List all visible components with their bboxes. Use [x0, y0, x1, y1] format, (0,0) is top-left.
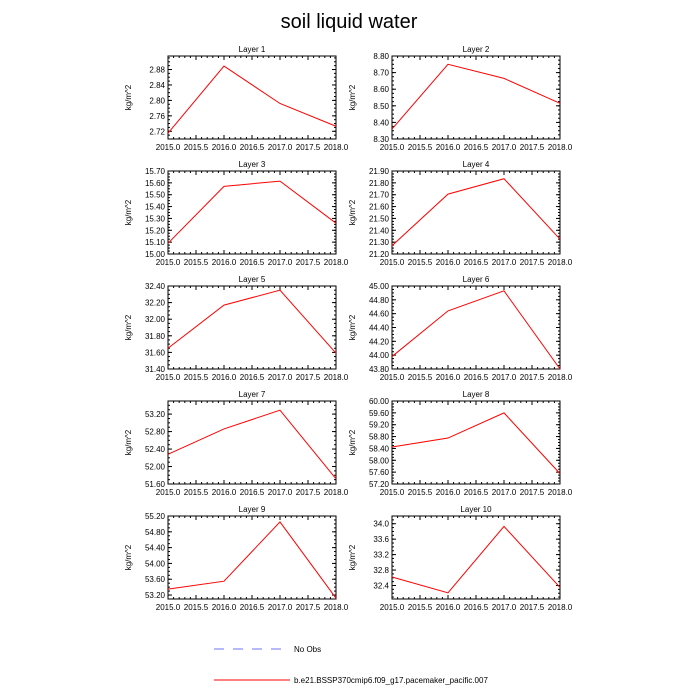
x-tick-label: 2016.5 — [239, 603, 265, 612]
y-tick-label: 44.00 — [368, 351, 389, 361]
y-tick-label: 44.40 — [368, 323, 389, 333]
panel-title: Layer 3 — [238, 160, 266, 169]
x-tick-label: 2017.5 — [295, 258, 321, 267]
panel-layer-10 — [348, 505, 573, 612]
y-tick-label: 15.00 — [144, 250, 165, 259]
x-tick-label: 2018.0 — [323, 143, 349, 152]
y-tick-label: 15.30 — [144, 214, 165, 224]
x-tick-label: 2016.5 — [463, 488, 489, 497]
legend-model-label: b.e21.BSSP370cmip6.f09_g17.pacemaker_pacific.007 — [294, 676, 488, 685]
x-tick-label: 2016.5 — [463, 373, 489, 382]
x-tick-label: 2016.0 — [435, 373, 461, 382]
panel-title: Layer 7 — [238, 390, 266, 399]
y-tick-label: 15.60 — [144, 178, 165, 188]
x-tick-label: 2017.5 — [295, 373, 321, 382]
series-line — [392, 64, 560, 129]
y-tick-label: 8.30 — [373, 135, 389, 144]
legend — [214, 645, 488, 685]
x-tick-label: 2017.5 — [519, 488, 545, 497]
x-tick-label: 2016.0 — [435, 603, 461, 612]
y-tick-label: 45.00 — [368, 282, 389, 291]
y-tick-label: 44.20 — [368, 337, 389, 347]
panel-title: Layer 2 — [462, 45, 490, 54]
x-tick-label: 2016.5 — [239, 488, 265, 497]
panel-title: Layer 9 — [238, 505, 266, 514]
y-tick-label: 34.0 — [373, 519, 389, 529]
series-line — [392, 413, 560, 474]
y-axis-label: kg/m^2 — [124, 199, 133, 226]
x-tick-label: 2018.0 — [323, 258, 349, 267]
y-tick-label: 32.4 — [373, 581, 389, 591]
panel-layer-6 — [348, 275, 573, 382]
y-tick-label: 32.00 — [144, 315, 165, 325]
series-line — [392, 526, 560, 592]
y-axis-label: kg/m^2 — [124, 544, 133, 571]
x-tick-label: 2016.0 — [211, 258, 237, 267]
y-tick-label: 8.40 — [373, 118, 389, 128]
x-tick-label: 2016.0 — [435, 258, 461, 267]
y-tick-label: 43.80 — [368, 365, 389, 374]
panel-layer-7 — [124, 390, 349, 497]
x-tick-label: 2017.0 — [491, 258, 517, 267]
x-tick-label: 2015.5 — [183, 373, 209, 382]
y-tick-label: 44.60 — [368, 309, 389, 319]
plot-frame — [168, 516, 336, 599]
y-tick-label: 51.60 — [144, 480, 165, 489]
panel-layer-9 — [124, 505, 349, 612]
y-tick-label: 15.10 — [144, 238, 165, 248]
x-tick-label: 2018.0 — [323, 373, 349, 382]
y-tick-label: 58.40 — [368, 444, 389, 454]
x-tick-label: 2018.0 — [547, 258, 573, 267]
y-tick-label: 54.00 — [144, 559, 165, 569]
y-tick-label: 60.00 — [368, 397, 389, 406]
y-tick-label: 53.20 — [144, 591, 165, 601]
y-tick-label: 8.60 — [373, 85, 389, 95]
y-tick-label: 57.60 — [368, 468, 389, 478]
x-tick-label: 2017.0 — [267, 488, 293, 497]
x-tick-label: 2015.5 — [407, 143, 433, 152]
series-line — [168, 66, 336, 133]
plot-frame — [392, 286, 560, 369]
x-tick-label: 2015.5 — [407, 488, 433, 497]
y-tick-label: 21.30 — [368, 238, 389, 248]
panel-layer-4 — [348, 160, 573, 267]
x-tick-label: 2016.0 — [211, 373, 237, 382]
panel-title: Layer 10 — [460, 505, 492, 514]
y-tick-label: 21.70 — [368, 190, 389, 200]
y-tick-label: 58.00 — [368, 456, 389, 466]
x-tick-label: 2016.0 — [211, 488, 237, 497]
y-tick-label: 2.76 — [149, 111, 165, 121]
x-tick-label: 2015.0 — [155, 143, 181, 152]
y-tick-label: 21.40 — [368, 226, 389, 236]
x-tick-label: 2017.0 — [267, 373, 293, 382]
panel-title: Layer 4 — [462, 160, 490, 169]
y-axis-label: kg/m^2 — [348, 84, 357, 111]
x-tick-label: 2017.0 — [491, 488, 517, 497]
y-axis-label: kg/m^2 — [348, 199, 357, 226]
y-tick-label: 57.20 — [368, 480, 389, 489]
x-tick-label: 2015.0 — [155, 488, 181, 497]
y-tick-label: 2.80 — [149, 96, 165, 106]
y-tick-label: 54.40 — [144, 543, 165, 553]
x-tick-label: 2015.5 — [407, 603, 433, 612]
x-tick-label: 2016.0 — [211, 143, 237, 152]
y-tick-label: 52.80 — [144, 427, 165, 437]
series-line — [392, 179, 560, 246]
y-tick-label: 32.20 — [144, 298, 165, 308]
x-tick-label: 2017.5 — [295, 488, 321, 497]
y-tick-label: 55.20 — [144, 512, 165, 521]
x-tick-label: 2016.0 — [435, 488, 461, 497]
x-tick-label: 2016.5 — [463, 603, 489, 612]
panel-layer-8 — [348, 390, 573, 497]
x-tick-label: 2015.5 — [407, 258, 433, 267]
y-tick-label: 52.00 — [144, 462, 165, 472]
x-tick-label: 2017.0 — [491, 143, 517, 152]
y-tick-label: 53.60 — [144, 575, 165, 585]
x-tick-label: 2015.0 — [155, 603, 181, 612]
y-axis-label: kg/m^2 — [348, 544, 357, 571]
x-tick-label: 2017.5 — [519, 603, 545, 612]
x-tick-label: 2017.5 — [519, 143, 545, 152]
y-tick-label: 53.20 — [144, 410, 165, 420]
y-tick-label: 2.84 — [149, 80, 165, 90]
y-tick-label: 21.20 — [368, 250, 389, 259]
x-tick-label: 2016.0 — [211, 603, 237, 612]
x-tick-label: 2017.5 — [519, 373, 545, 382]
panel-title: Layer 5 — [238, 275, 266, 284]
x-tick-label: 2018.0 — [547, 373, 573, 382]
x-tick-label: 2015.0 — [155, 258, 181, 267]
plot-frame — [168, 56, 336, 139]
y-tick-label: 21.50 — [368, 214, 389, 224]
x-tick-label: 2017.0 — [267, 603, 293, 612]
y-tick-label: 32.8 — [373, 566, 389, 576]
legend-obs-label: No Obs — [294, 645, 322, 654]
x-tick-label: 2017.5 — [519, 258, 545, 267]
series-line — [168, 290, 336, 353]
panels-grid — [124, 45, 573, 612]
figure-title: soil liquid water — [280, 11, 418, 33]
x-tick-label: 2015.5 — [407, 373, 433, 382]
y-tick-label: 33.6 — [373, 535, 389, 545]
x-tick-label: 2015.0 — [379, 143, 405, 152]
x-tick-label: 2015.0 — [379, 488, 405, 497]
y-tick-label: 21.90 — [368, 167, 389, 176]
x-tick-label: 2017.0 — [491, 603, 517, 612]
x-tick-label: 2015.0 — [155, 373, 181, 382]
panel-layer-3 — [124, 160, 349, 267]
y-axis-label: kg/m^2 — [124, 84, 133, 111]
plot-frame — [168, 286, 336, 369]
y-tick-label: 21.60 — [368, 202, 389, 212]
x-tick-label: 2016.5 — [239, 143, 265, 152]
x-tick-label: 2018.0 — [547, 488, 573, 497]
x-tick-label: 2018.0 — [547, 603, 573, 612]
y-tick-label: 54.80 — [144, 527, 165, 537]
x-tick-label: 2017.5 — [295, 603, 321, 612]
panel-title: Layer 8 — [462, 390, 490, 399]
y-axis-label: kg/m^2 — [348, 429, 357, 456]
plot-frame — [392, 516, 560, 599]
y-tick-label: 59.60 — [368, 408, 389, 418]
y-tick-label: 44.80 — [368, 295, 389, 305]
y-tick-label: 15.70 — [144, 167, 165, 176]
y-tick-label: 52.40 — [144, 445, 165, 455]
x-tick-label: 2016.5 — [239, 258, 265, 267]
x-tick-label: 2016.0 — [435, 143, 461, 152]
y-axis-label: kg/m^2 — [348, 314, 357, 341]
y-tick-label: 31.40 — [144, 365, 165, 374]
x-tick-label: 2018.0 — [323, 488, 349, 497]
x-tick-label: 2015.0 — [379, 373, 405, 382]
y-tick-label: 15.20 — [144, 226, 165, 236]
x-tick-label: 2015.5 — [183, 143, 209, 152]
x-tick-label: 2016.5 — [463, 258, 489, 267]
panel-layer-5 — [124, 275, 349, 382]
x-tick-label: 2016.5 — [463, 143, 489, 152]
x-tick-label: 2015.0 — [379, 603, 405, 612]
x-tick-label: 2017.0 — [267, 258, 293, 267]
y-tick-label: 59.20 — [368, 420, 389, 430]
y-tick-label: 8.50 — [373, 101, 389, 111]
y-tick-label: 2.88 — [149, 65, 165, 75]
panel-layer-2 — [348, 45, 573, 152]
y-tick-label: 15.40 — [144, 202, 165, 212]
y-tick-label: 2.72 — [149, 127, 165, 137]
panel-title: Layer 6 — [462, 275, 490, 284]
x-tick-label: 2017.0 — [267, 143, 293, 152]
x-tick-label: 2018.0 — [323, 603, 349, 612]
series-line — [168, 181, 336, 243]
x-tick-label: 2018.0 — [547, 143, 573, 152]
y-tick-label: 33.2 — [373, 550, 389, 560]
x-tick-label: 2015.5 — [183, 258, 209, 267]
panel-layer-1 — [124, 45, 349, 152]
y-tick-label: 31.80 — [144, 331, 165, 341]
x-tick-label: 2015.5 — [183, 603, 209, 612]
series-line — [168, 522, 336, 598]
x-tick-label: 2015.5 — [183, 488, 209, 497]
y-tick-label: 32.40 — [144, 282, 165, 291]
panel-title: Layer 1 — [238, 45, 266, 54]
y-tick-label: 15.50 — [144, 190, 165, 200]
x-tick-label: 2016.5 — [239, 373, 265, 382]
y-tick-label: 31.60 — [144, 348, 165, 358]
y-tick-label: 21.80 — [368, 178, 389, 188]
series-line — [168, 410, 336, 479]
y-tick-label: 58.80 — [368, 432, 389, 442]
x-tick-label: 2017.0 — [491, 373, 517, 382]
series-line — [392, 291, 560, 369]
x-tick-label: 2015.0 — [379, 258, 405, 267]
y-axis-label: kg/m^2 — [124, 314, 133, 341]
plot-frame — [392, 56, 560, 139]
y-tick-label: 8.70 — [373, 68, 389, 78]
y-axis-label: kg/m^2 — [124, 429, 133, 456]
y-tick-label: 8.80 — [373, 52, 389, 61]
x-tick-label: 2017.5 — [295, 143, 321, 152]
